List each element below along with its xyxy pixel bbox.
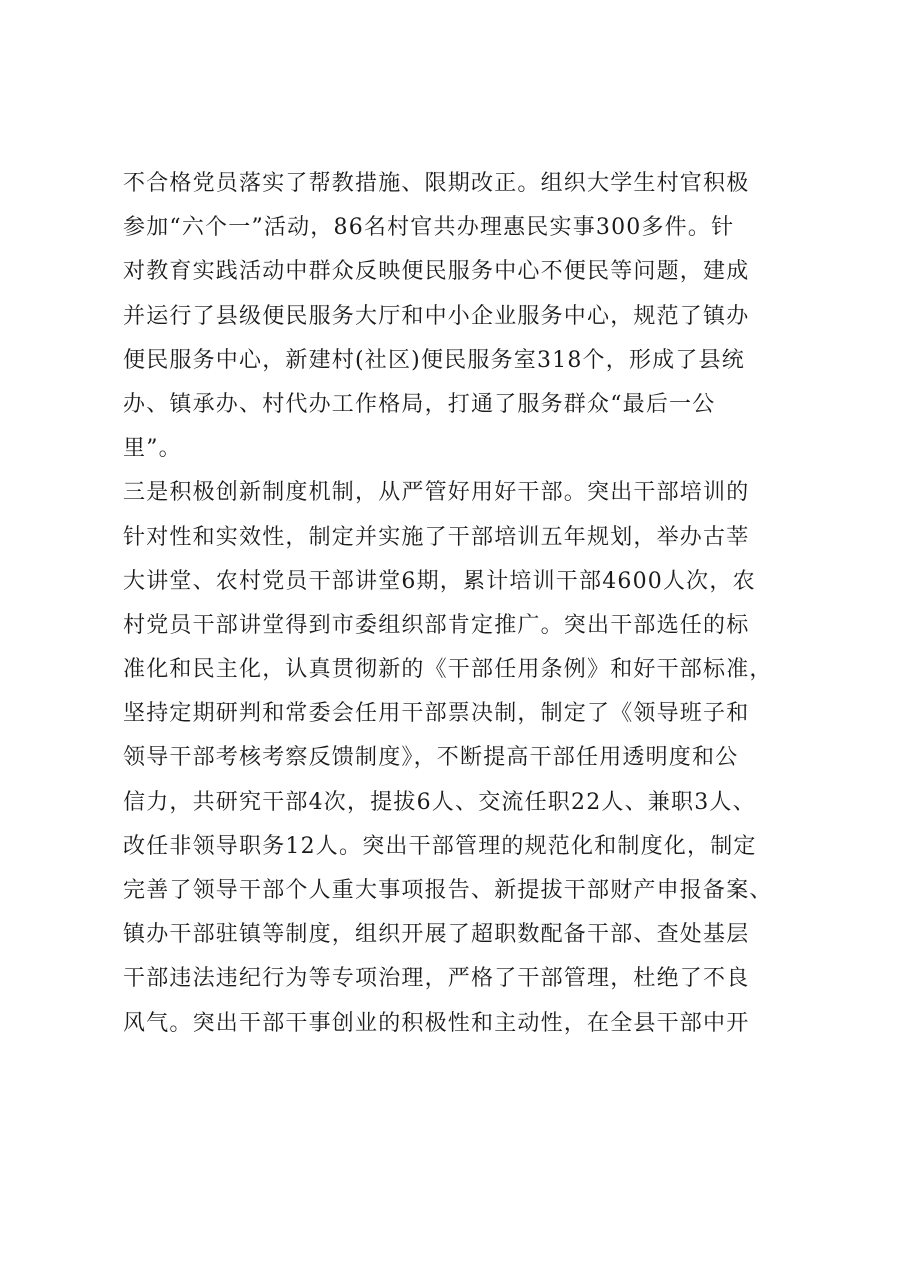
text-line: 风气。突出干部干事创业的积极性和主动性，在全县干部中开 (123, 1010, 750, 1036)
text-line: 不合格党员落实了帮教措施、限期改正。组织大学生村官积极 (123, 171, 750, 196)
text-line: 办、镇承办、村代办工作格局，打通了服务群众“最后一公 (123, 391, 716, 417)
text-line: 便民服务中心，新建村(社区)便民服务室318个，形成了县统 (123, 347, 745, 373)
text-line: 大讲堂、农村党员干部讲堂6期，累计培训干部4600人次，农 (123, 568, 756, 594)
text-line: 针对性和实效性，制定并实施了干部培训五年规划，举办古莘 (123, 524, 750, 550)
text-line: 领导干部考核考察反馈制度》，不断提高干部任用透明度和公 (123, 745, 739, 771)
text-line: 并运行了县级便民服务大厅和中小企业服务中心，规范了镇办 (123, 303, 750, 329)
text-line: 镇办干部驻镇等制度，组织开展了超职数配备干部、查处基层 (123, 922, 750, 948)
text-line: 里”。 (123, 436, 182, 462)
text-line: 改任非领导职务12人。突出干部管理的规范化和制度化，制定 (123, 833, 757, 859)
text-line: 坚持定期研判和常委会任用干部票决制，制定了《领导班子和 (123, 701, 750, 727)
text-line: 参加“六个一”活动，86名村官共办理惠民实事300多件。针 (123, 215, 735, 241)
text-line: 准化和民主化，认真贯彻新的《干部任用条例》和好干部标准， (123, 657, 773, 683)
text-line: 完善了领导干部个人重大事项报告、新提拔干部财产申报备案、 (123, 878, 773, 903)
text-line: 信力，共研究干部4次，提拔6人、交流任职22人、兼职3人、 (123, 789, 756, 815)
text-line: 对教育实践活动中群众反映便民服务中心不便民等问题，建成 (123, 259, 750, 285)
body-text (123, 162, 823, 1046)
text-line: 干部违法违纪行为等专项治理，严格了干部管理，杜绝了不良 (123, 966, 750, 992)
text-line: 村党员干部讲堂得到市委组织部肯定推广。突出干部选任的标 (123, 612, 750, 638)
text-line: 三是积极创新制度机制，从严管好用好干部。突出干部培训的 (123, 480, 750, 506)
